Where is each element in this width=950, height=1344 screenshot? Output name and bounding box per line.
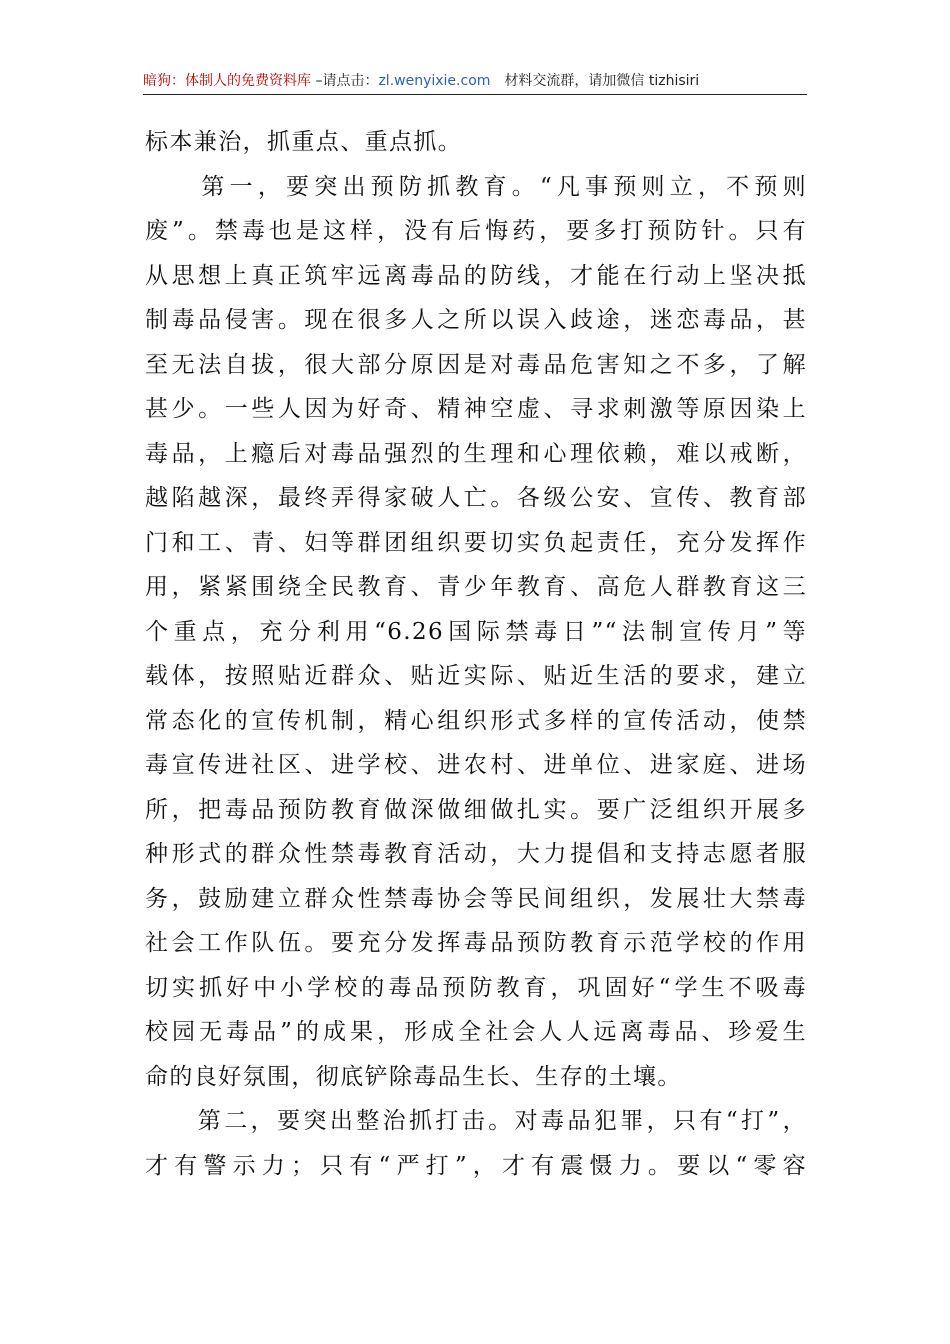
- body-line: 用，紧紧围绕全民教育、青少年教育、高危人群教育这三: [145, 574, 807, 600]
- body-line: 社会工作队伍。要充分发挥毒品预防教育示范学校的作用: [145, 930, 807, 956]
- body-line: 才有警示力；只有“严打”，才有震慑力。要以“零容: [145, 1152, 807, 1179]
- body-line: 第一，要突出预防抓教育。“凡事预则立，不预则: [145, 173, 807, 200]
- body-line: 制毒品侵害。现在很多人之所以误入歧途，迷恋毒品，甚: [145, 307, 807, 333]
- body-line: 废”。禁毒也是这样，没有后悔药，要多打预防针。只有: [145, 218, 807, 244]
- page-header: [143, 68, 807, 95]
- body-line: 标本兼治，抓重点、重点抓。: [145, 129, 463, 155]
- header-click-prompt: –请点击：: [311, 73, 379, 89]
- body-line: 至无法自拔，很大部分原因是对毒品危害知之不多，了解: [145, 351, 807, 378]
- body-line: 毒宣传进社区、进学校、进农村、进单位、进家庭、进场: [145, 752, 807, 778]
- header-group-info: 材料交流群，请加微信 tizhisiri: [504, 73, 700, 89]
- body-line: 常态化的宣传机制，精心组织形式多样的宣传活动，使禁: [145, 707, 807, 734]
- body-line: 校园无毒品”的成果，形成全社会人人远离毒品、珍爱生: [145, 1019, 807, 1045]
- body-line: 门和工、青、妇等群团组织要切实负起责任，充分发挥作: [145, 529, 807, 556]
- body-line: 甚少。一些人因为好奇、精神空虚、寻求刺激等原因染上: [145, 396, 807, 422]
- body-line: 命的良好氛围，彻底铲除毒品生长、生存的土壤。: [145, 1063, 682, 1090]
- body-line: 个重点，充分利用“6.26国际禁毒日”“法制宣传月”等: [145, 618, 807, 645]
- body-line: 越陷越深，最终弄得家破人亡。各级公安、宣传、教育部: [145, 485, 807, 511]
- body-line: 所，把毒品预防教育做深做细做扎实。要广泛组织开展多: [145, 796, 807, 823]
- body-line: 务，鼓励建立群众性禁毒协会等民间组织，发展壮大禁毒: [145, 885, 807, 912]
- body-line: 毒品，上瘾后对毒品强烈的生理和心理依赖，难以戒断，: [145, 440, 807, 467]
- header-brand: 暗狗：体制人的免费资料库: [143, 73, 311, 89]
- body-line: 载体，按照贴近群众、贴近实际、贴近生活的要求，建立: [145, 663, 807, 689]
- document-body: [145, 120, 807, 1188]
- header-site-link[interactable]: zl.wenyixie.com: [378, 73, 491, 89]
- body-line: 第二，要突出整治抓打击。对毒品犯罪，只有“打”，: [145, 1108, 807, 1134]
- body-line: 从思想上真正筑牢远离毒品的防线，才能在行动上坚决抵: [145, 262, 807, 289]
- body-line: 种形式的群众性禁毒教育活动，大力提倡和支持志愿者服: [145, 841, 807, 867]
- body-line: 切实抓好中小学校的毒品预防教育，巩固好“学生不吸毒: [145, 974, 807, 1001]
